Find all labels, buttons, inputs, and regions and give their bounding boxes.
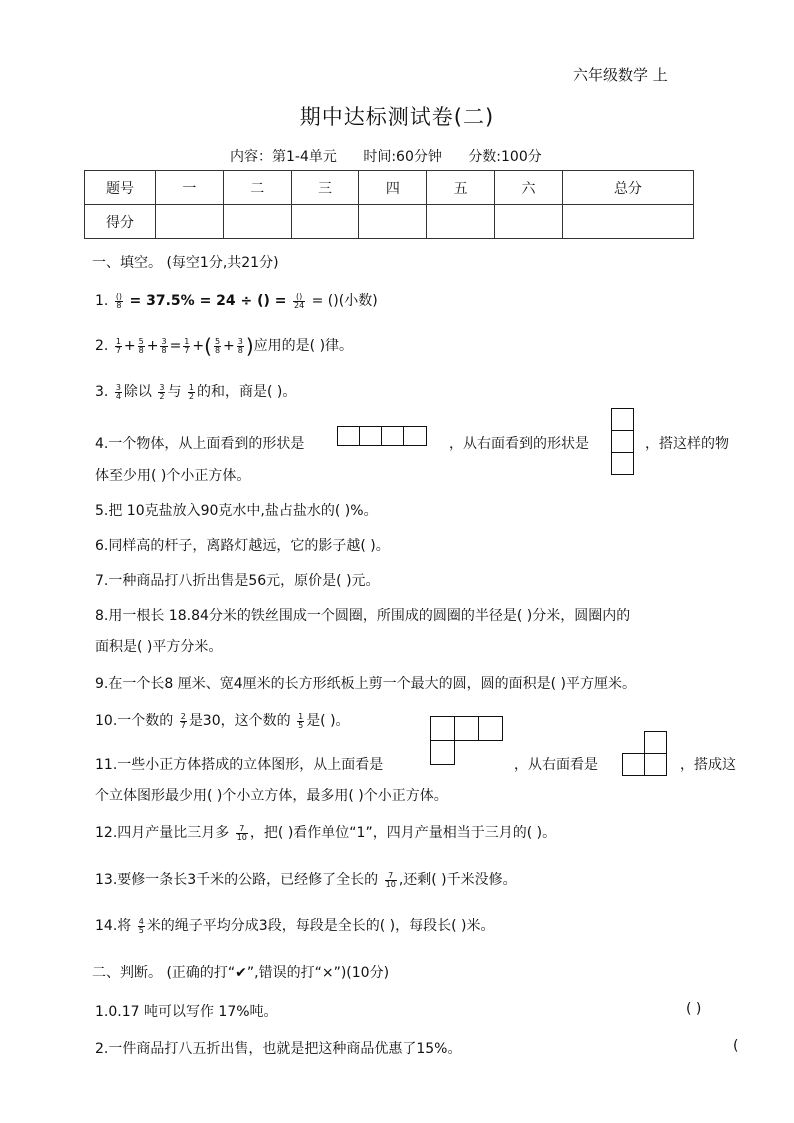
score-table-cell: 题号	[85, 171, 156, 205]
question-text: 应用的是( )律。	[253, 338, 354, 354]
answer-paren[interactable]: ( )	[686, 1001, 702, 1017]
score-table-cell: 四	[359, 171, 427, 205]
question-6: 6.同样高的杆子，离路灯越远，它的影子越( )。	[95, 538, 390, 554]
fraction: $\frac{()}{8}$	[115, 291, 123, 310]
fraction: $\frac{5}{8}$	[214, 336, 221, 355]
score-input-cell[interactable]	[495, 205, 563, 239]
question-3	[95, 381, 296, 401]
question-text: 除以	[123, 384, 152, 400]
score-table-cell: 二	[223, 171, 291, 205]
fraction: $\frac{3}{4}$	[115, 382, 121, 401]
plus-sign: +	[192, 338, 205, 354]
question-text: 10.一个数的	[95, 713, 174, 729]
question-number: 2.	[95, 338, 109, 354]
score-table-cell: 得分	[85, 205, 156, 239]
question-10	[95, 710, 350, 730]
plus-sign: +	[146, 338, 159, 354]
question-1	[95, 290, 378, 310]
judge-question-2: 2.一件商品打八五折出售，也就是把这种商品优惠了15%。	[95, 1041, 462, 1057]
fraction: $\frac{3}{8}$	[237, 336, 243, 355]
score-table	[84, 170, 694, 239]
score-input-cell[interactable]	[359, 205, 427, 239]
equation-tail: = ()(小数)	[311, 293, 378, 309]
score-table-cell: 六	[495, 171, 563, 205]
score-input-cell[interactable]	[223, 205, 291, 239]
time-limit: 时间:60分钟	[363, 149, 442, 165]
plus-sign: +	[123, 338, 136, 354]
question-11-line-2: 个立体图形最少用( )个小立方体，最多用( )个小正方体。	[95, 788, 448, 804]
page-title: 期中达标测试卷(二)	[299, 105, 495, 129]
question-text: 是30，这个数的	[188, 713, 291, 729]
score-table-cell: 五	[427, 171, 495, 205]
exam-info	[230, 146, 564, 166]
question-number: 1.	[95, 293, 109, 309]
score-table-cell: 总分	[562, 171, 693, 205]
score-input-cell[interactable]	[291, 205, 359, 239]
judge-question-1: 1.0.17 吨可以写作 17%吨。	[95, 1004, 278, 1020]
question-text: 的和，商是( )。	[197, 384, 297, 400]
question-text: 米的绳子平均分成3段，每段是全长的( )，每段长( )米。	[146, 918, 495, 934]
section-2-title: 二、判断。 (正确的打“✔”,错误的打“×”)(10分)	[92, 965, 390, 981]
question-text: 12.四月产量比三月多	[95, 825, 230, 841]
question-11-line-1b: ，从右面看是	[514, 757, 598, 773]
question-7: 7.一种商品打八折出售是56元，原价是( )元。	[95, 573, 380, 589]
fraction: $\frac{1}{2}$	[188, 382, 194, 401]
question-text: 14.将	[95, 918, 132, 934]
question-8-line-2: 面积是( )平方分米。	[95, 639, 223, 655]
question-4-line-1c: ，搭这样的物	[645, 436, 729, 452]
score-input-cell[interactable]	[156, 205, 224, 239]
fraction: $\frac{3}{2}$	[159, 382, 165, 401]
section-1-title: 一、填空。 (每空1分,共21分)	[92, 255, 279, 271]
equation-text: = 37.5% = 24 ÷ () =	[129, 293, 287, 309]
left-paren: (	[204, 334, 212, 358]
question-13	[95, 869, 517, 889]
fraction: $\frac{1}{5}$	[298, 711, 304, 730]
score-input-cell[interactable]	[562, 205, 693, 239]
question-4-line-2: 体至少用( )个小正方体。	[95, 468, 251, 484]
fraction: $\frac{2}{7}$	[180, 711, 186, 730]
question-text: ，把( )看作单位“1”，四月产量相当于三月的( )。	[249, 825, 557, 841]
question-number: 3.	[95, 384, 109, 400]
question-text: 13.要修一条长3千米的公路，已经修了全长的	[95, 872, 379, 888]
question-text: ,还剩( )千米没修。	[398, 872, 517, 888]
question-14	[95, 915, 494, 935]
fraction: $\frac{4}{5}$	[138, 916, 144, 935]
question-11-line-1c: ，搭成这	[680, 757, 736, 773]
score-input-cell[interactable]	[427, 205, 495, 239]
question-8-line-1: 8.用一根长 18.84分米的铁丝围成一个圆圈，所围成的圆圈的半径是( )分米，圆圈内的	[95, 608, 631, 624]
equals-sign: =	[169, 338, 182, 354]
question-4-line-1b: ，从右面看到的形状是	[449, 436, 589, 452]
fraction: $\frac{5}{8}$	[138, 336, 144, 355]
fraction: $\frac{7}{10}$	[236, 823, 247, 842]
fraction: $\frac{1}{7}$	[115, 336, 121, 355]
score-table-header-row	[85, 171, 694, 205]
question-2	[95, 334, 353, 358]
answer-paren[interactable]: (	[733, 1038, 739, 1054]
question-11-line-1a: 11.一些小正方体搭成的立体图形，从上面看是	[95, 757, 384, 773]
question-text: 是( )。	[306, 713, 350, 729]
fraction: $\frac{1}{7}$	[184, 336, 190, 355]
question-5: 5.把 10克盐放入90克水中,盐占盐水的( )%。	[95, 503, 378, 519]
score-table-cell: 三	[291, 171, 359, 205]
grade-label: 六年级数学 上	[573, 66, 668, 84]
fraction: $\frac{()}{24}$	[293, 291, 305, 310]
question-9: 9.在一个长8 厘米、宽4厘米的长方形纸板上剪一个最大的圆，圆的面积是( )平方厘米。	[95, 676, 636, 692]
question-text: 与	[167, 384, 182, 400]
question-12	[95, 822, 556, 842]
question-4-line-1a: 4.一个物体，从上面看到的形状是	[95, 436, 305, 452]
right-paren: )	[245, 334, 254, 358]
score-table-score-row	[85, 205, 694, 239]
content-range: 内容：第1-4单元	[230, 149, 337, 165]
plus-sign: +	[223, 338, 235, 354]
score-table-cell: 一	[156, 171, 224, 205]
total-score: 分数:100分	[468, 149, 542, 165]
fraction: $\frac{7}{10}$	[385, 870, 396, 889]
fraction: $\frac{3}{8}$	[161, 336, 167, 355]
